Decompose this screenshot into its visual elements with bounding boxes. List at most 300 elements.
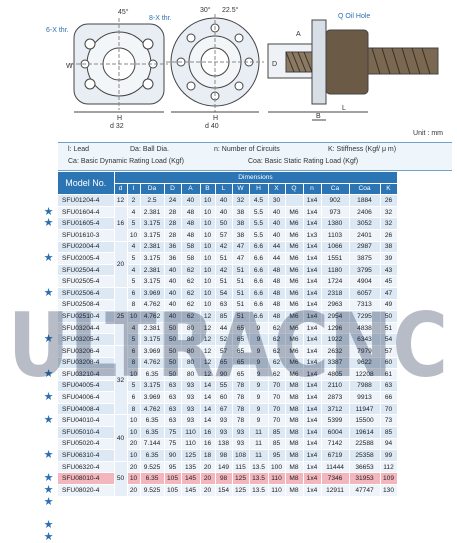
table-cell: 40 [268,229,285,241]
column-header: H [249,183,268,195]
table-cell: 61 [380,369,397,381]
table-cell: 6.35 [140,473,164,485]
table-cell: 48 [268,287,285,299]
table-cell: 3.175 [140,218,164,230]
table-cell: 6.35 [140,427,164,439]
table-cell: M8 [285,415,303,427]
table-row [58,380,397,392]
table-cell: 8 [127,357,140,369]
table-cell: 40 [268,206,285,218]
table-cell: 110 [181,438,200,450]
table-row [58,357,397,369]
table-cell: 130 [380,485,397,497]
table-cell: M6 [285,287,303,299]
table-cell: 50 [164,357,181,369]
table-cell: 2.5 [140,195,164,207]
table-cell: 93 [181,392,200,404]
table-row [58,473,397,485]
table-row [58,334,397,346]
table-cell: 5 [127,218,140,230]
table-row [58,403,397,415]
table-cell: M6 [285,311,303,323]
table-cell: 4 [127,241,140,253]
table-cell: 8 [127,299,140,311]
table-cell: 19614 [349,427,380,439]
table-cell: M8 [285,450,303,462]
column-header: L [215,183,232,195]
technical-drawings [0,0,457,128]
star-icon: ★ [43,286,54,299]
table-cell: 14 [200,415,215,427]
table-cell: 4 [127,264,140,276]
table-cell: 65 [232,334,249,346]
model-number-cell: SFU08020-4 [58,485,114,497]
table-cell: 38 [232,206,249,218]
table-cell: 44 [268,241,285,253]
shaft-diameter-cell: 16 [114,206,127,241]
table-cell: 1x4 [303,461,321,473]
table-row [58,369,397,381]
column-header: d [114,183,127,195]
table-cell: 63 [380,380,397,392]
table-cell: 6004 [321,427,349,439]
table-cell: 1x4 [303,322,321,334]
model-no-header: Model No. [58,172,114,195]
table-row [58,264,397,276]
table-cell: 7295 [349,311,380,323]
table-cell: 39 [380,253,397,265]
table-cell: 110 [181,427,200,439]
table-cell: 10 [200,299,215,311]
table-cell: 47747 [349,485,380,497]
table-cell: 2873 [321,392,349,404]
table-cell: 90 [164,450,181,462]
table-cell: 28 [164,218,181,230]
table-cell: 1922 [321,334,349,346]
flange-front-view-6-hole [70,18,168,112]
star-icon: ★ [43,530,54,543]
table-cell: 63 [164,415,181,427]
table-cell: 12 [200,345,215,357]
table-cell: 105 [164,485,181,497]
table-cell: 57 [215,345,232,357]
table-row [58,485,397,497]
table-cell: 4.762 [140,311,164,323]
table-cell: 3.969 [140,287,164,299]
table-cell: 63 [215,299,232,311]
table-cell: 12 [200,369,215,381]
table-cell: 13.5 [249,473,268,485]
table-cell: 2987 [349,241,380,253]
model-number-cell: SFU02504-4 [58,264,114,276]
ballscrew-spec-table [58,172,398,497]
table-cell: 2.381 [140,206,164,218]
table-cell: 108 [232,450,249,462]
table-cell: M6 [285,241,303,253]
model-number-cell: SFU03205-4 [58,334,114,346]
table-cell: 90 [215,369,232,381]
table-cell: 36 [164,253,181,265]
table-cell: 38 [380,241,397,253]
table-cell: 6.6 [249,241,268,253]
table-cell: M6 [285,345,303,357]
oil-hole-label: Q Oil Hole [338,13,371,20]
table-cell: 6.6 [249,299,268,311]
table-cell: 80 [181,345,200,357]
table-cell: 98 [215,450,232,462]
ballscrew-nut-side-view [268,20,438,120]
table-cell: 10 [200,253,215,265]
table-cell: 38 [232,229,249,241]
table-cell: 3.969 [140,345,164,357]
table-cell: 80 [181,369,200,381]
table-cell: 48 [181,229,200,241]
table-row [58,438,397,450]
table-cell: 3.969 [140,392,164,404]
table-cell: 1x4 [303,195,321,207]
table-cell: 70 [268,392,285,404]
table-cell: 5.5 [249,229,268,241]
model-number-cell: SFU08010-4 [58,473,114,485]
table-cell: 62 [181,311,200,323]
table-cell: 50 [164,345,181,357]
table-cell: 51 [232,264,249,276]
table-cell: 4805 [321,369,349,381]
table-cell: 10 [200,195,215,207]
table-cell: 4 [127,322,140,334]
table-cell: 57 [215,229,232,241]
table-cell: 5 [127,380,140,392]
table-cell: 63 [164,392,181,404]
table-cell: 5399 [321,415,349,427]
table-cell: 2632 [321,345,349,357]
table-cell: 63 [164,403,181,415]
shaft-diameter-cell: 12 [114,195,127,207]
table-cell: 1066 [321,241,349,253]
table-cell: 9.525 [140,485,164,497]
table-cell: 65 [232,357,249,369]
table-cell: 6.6 [249,311,268,323]
table-cell: 1x4 [303,403,321,415]
table-cell: 9 [249,345,268,357]
legend-ca: Ca: Basic Dynamic Rating Load (Kgf) [68,158,184,165]
table-cell: 10 [127,473,140,485]
table-cell: 3.175 [140,380,164,392]
table-cell: 73 [380,415,397,427]
table-cell: 7.144 [140,438,164,450]
table-cell: M8 [285,380,303,392]
table-cell: 1x3 [303,229,321,241]
column-header: Q [285,183,303,195]
shaft-diameter-cell: 20 [114,241,127,287]
table-cell: 85 [268,427,285,439]
table-cell: 43 [380,264,397,276]
watermark-text: ULTRACNC [8,294,448,397]
table-cell: 5.5 [249,218,268,230]
column-header: Ca [321,183,349,195]
table-cell: 26 [380,229,397,241]
table-cell: 1x4 [303,345,321,357]
table-cell: 7313 [349,299,380,311]
table-cell: 62 [181,299,200,311]
table-cell: 93 [215,415,232,427]
table-cell: 3052 [349,218,380,230]
model-number-cell: SFU05020-4 [58,438,114,450]
table-cell: M6 [285,357,303,369]
table-cell: 2401 [349,229,380,241]
table-cell: 60 [380,357,397,369]
legend-circuits: n: Number of Circuits [214,146,280,153]
table-cell: 52 [215,334,232,346]
column-header: W [232,183,249,195]
table-cell: 6 [127,345,140,357]
table-cell: 95 [268,450,285,462]
flange2-holes-label: 8-X thr. [149,15,172,22]
table-cell: M8 [285,403,303,415]
table-cell: 149 [215,461,232,473]
legend-stiffness: K: Stiffness (Kgf/ μ m) [328,146,397,153]
table-cell: 6.6 [249,253,268,265]
model-number-cell: SFU01604-4 [58,206,114,218]
table-cell: 22588 [349,438,380,450]
table-cell: 1x4 [303,450,321,462]
table-cell: 48 [181,218,200,230]
table-cell: 54 [215,287,232,299]
table-cell: 32 [380,206,397,218]
table-cell: 13.5 [249,461,268,473]
table-cell: 2 [127,195,140,207]
table-cell: 93 [181,415,200,427]
table-cell: 5.5 [249,206,268,218]
table-cell: 6.6 [249,276,268,288]
flange1-holes-label: 6-X thr. [46,27,69,34]
table-cell: 40 [215,195,232,207]
table-cell: 62 [268,357,285,369]
column-header: Da [140,183,164,195]
flange1-label-H: H [117,115,123,122]
table-cell: 28 [164,206,181,218]
table-cell: 973 [321,206,349,218]
table-cell: 105 [164,473,181,485]
table-cell: 48 [268,264,285,276]
table-cell: 20 [127,485,140,497]
table-cell: 9913 [349,392,380,404]
table-cell: M8 [285,427,303,439]
column-header: D [164,183,181,195]
table-cell: 36 [164,241,181,253]
legend-lead: l: Lead [68,146,90,153]
table-cell: 51 [215,276,232,288]
table-cell: 135 [181,461,200,473]
table-cell: 51 [232,287,249,299]
table-row [58,229,397,241]
flange-front-view-8-hole [166,14,264,112]
table-cell: 9 [249,357,268,369]
table-cell: 6719 [321,450,349,462]
table-cell: 138 [215,438,232,450]
table-cell: 65 [232,369,249,381]
star-icon: ★ [43,333,54,346]
table-cell: 4904 [349,276,380,288]
table-cell: 6343 [349,334,380,346]
table-cell: 58 [181,253,200,265]
table-cell: 2110 [321,380,349,392]
table-cell: 13.5 [249,485,268,497]
table-cell: 2954 [321,311,349,323]
table-cell: 67 [215,403,232,415]
table-cell: M6 [285,253,303,265]
table-cell: 1x4 [303,392,321,404]
table-cell: 50 [164,334,181,346]
flange2-angle2-label: 22.5° [222,7,239,14]
table-cell: 48 [181,206,200,218]
model-number-cell: SFU02505-4 [58,276,114,288]
flange2-label-H: H [213,115,219,122]
table-cell: 26 [380,195,397,207]
table-cell: 1x4 [303,438,321,450]
star-icon: ★ [43,519,54,531]
table-cell: 145 [181,473,200,485]
side-label-D: D [272,61,278,68]
table-cell: 85 [268,438,285,450]
table-cell: 14 [200,403,215,415]
table-cell: 20 [127,461,140,473]
table-cell: 40 [164,276,181,288]
table-cell: 1103 [321,229,349,241]
table-cell: 42 [215,241,232,253]
table-cell: 12208 [349,369,380,381]
table-cell: 6 [127,392,140,404]
table-cell: 3795 [349,264,380,276]
shaft-diameter-cell: 50 [114,461,127,496]
table-cell: 47 [232,241,249,253]
table-cell: 58 [181,241,200,253]
table-cell: 30 [268,195,285,207]
table-cell: 62 [268,345,285,357]
table-cell: 3.175 [140,253,164,265]
table-cell: 24 [164,195,181,207]
table-cell: 57 [380,345,397,357]
table-cell: 50 [164,322,181,334]
table-cell: 9 [249,392,268,404]
table-row [58,415,397,427]
table-cell: 47 [380,287,397,299]
table-cell: M6 [285,206,303,218]
table-cell: 31953 [349,473,380,485]
table-cell: 51 [232,299,249,311]
table-cell: 40 [164,264,181,276]
table-cell: 1x4 [303,357,321,369]
table-cell: 1x4 [303,287,321,299]
table-cell: M6 [285,218,303,230]
table-cell: 6.35 [140,415,164,427]
table-cell: 10 [127,450,140,462]
table-cell: 40 [215,206,232,218]
table-cell: 65 [232,322,249,334]
table-cell: 75 [164,427,181,439]
column-header: K [380,183,397,195]
table-cell: 38 [232,218,249,230]
table-cell: 8 [127,403,140,415]
model-number-cell: SFU02004-4 [58,241,114,253]
table-cell: 55 [215,380,232,392]
table-cell: 115 [232,461,249,473]
table-cell: 5 [127,253,140,265]
table-cell: 18 [200,450,215,462]
side-label-L: L [342,105,346,112]
table-cell: 11 [249,450,268,462]
table-cell: M6 [285,229,303,241]
table-cell: 66 [380,392,397,404]
table-cell: 48 [268,311,285,323]
table-cell: 40 [164,299,181,311]
table-row [58,206,397,218]
table-cell: 93 [181,380,200,392]
table-cell: 94 [380,438,397,450]
table-row [58,299,397,311]
table-cell: 10 [127,415,140,427]
table-cell: 85 [215,311,232,323]
table-cell: M8 [285,473,303,485]
table-cell: M6 [285,369,303,381]
flange1-angle-label: 45° [118,9,129,16]
model-number-cell: SFU04008-4 [58,403,114,415]
model-number-cell: SFU02506-4 [58,287,114,299]
table-cell: 65 [232,345,249,357]
table-cell: 1x4 [303,485,321,497]
table-cell: 1x4 [303,380,321,392]
table-cell: 93 [232,427,249,439]
table-cell: 4 [127,206,140,218]
dimensions-header: Dimensions [114,172,397,183]
model-number-cell: SFU02508-4 [58,299,114,311]
table-cell: 25358 [349,450,380,462]
table-cell: 50 [380,311,397,323]
table-cell: 10 [127,427,140,439]
table-cell: 1x4 [303,311,321,323]
table-cell: 6.35 [140,450,164,462]
table-cell: 70 [268,380,285,392]
table-cell: 51 [380,322,397,334]
table-cell: M6 [285,264,303,276]
table-row [58,195,397,207]
table-cell: M6 [285,299,303,311]
table-cell: 10 [127,229,140,241]
table-cell: M8 [285,461,303,473]
table-cell: 12 [200,334,215,346]
table-cell: 70 [380,403,397,415]
table-cell: 93 [232,438,249,450]
star-icon: ★ [43,449,54,462]
table-cell: 2406 [349,206,380,218]
table-cell: 109 [380,473,397,485]
side-label-A: A [296,31,301,38]
star-icon: ★ [43,472,54,485]
table-cell: 4838 [349,322,380,334]
table-cell: 80 [181,334,200,346]
table-cell: 2.381 [140,241,164,253]
table-cell: 10 [200,264,215,276]
table-cell: 10 [127,369,140,381]
flange2-dia-label: d 40 [205,123,219,128]
table-cell: 80 [181,357,200,369]
table-row [58,450,397,462]
shaft-diameter-cell: 40 [114,415,127,461]
flange2-angle1-label: 30° [200,7,211,14]
table-row [58,345,397,357]
table-cell: 12 [200,322,215,334]
table-cell: 11 [249,438,268,450]
